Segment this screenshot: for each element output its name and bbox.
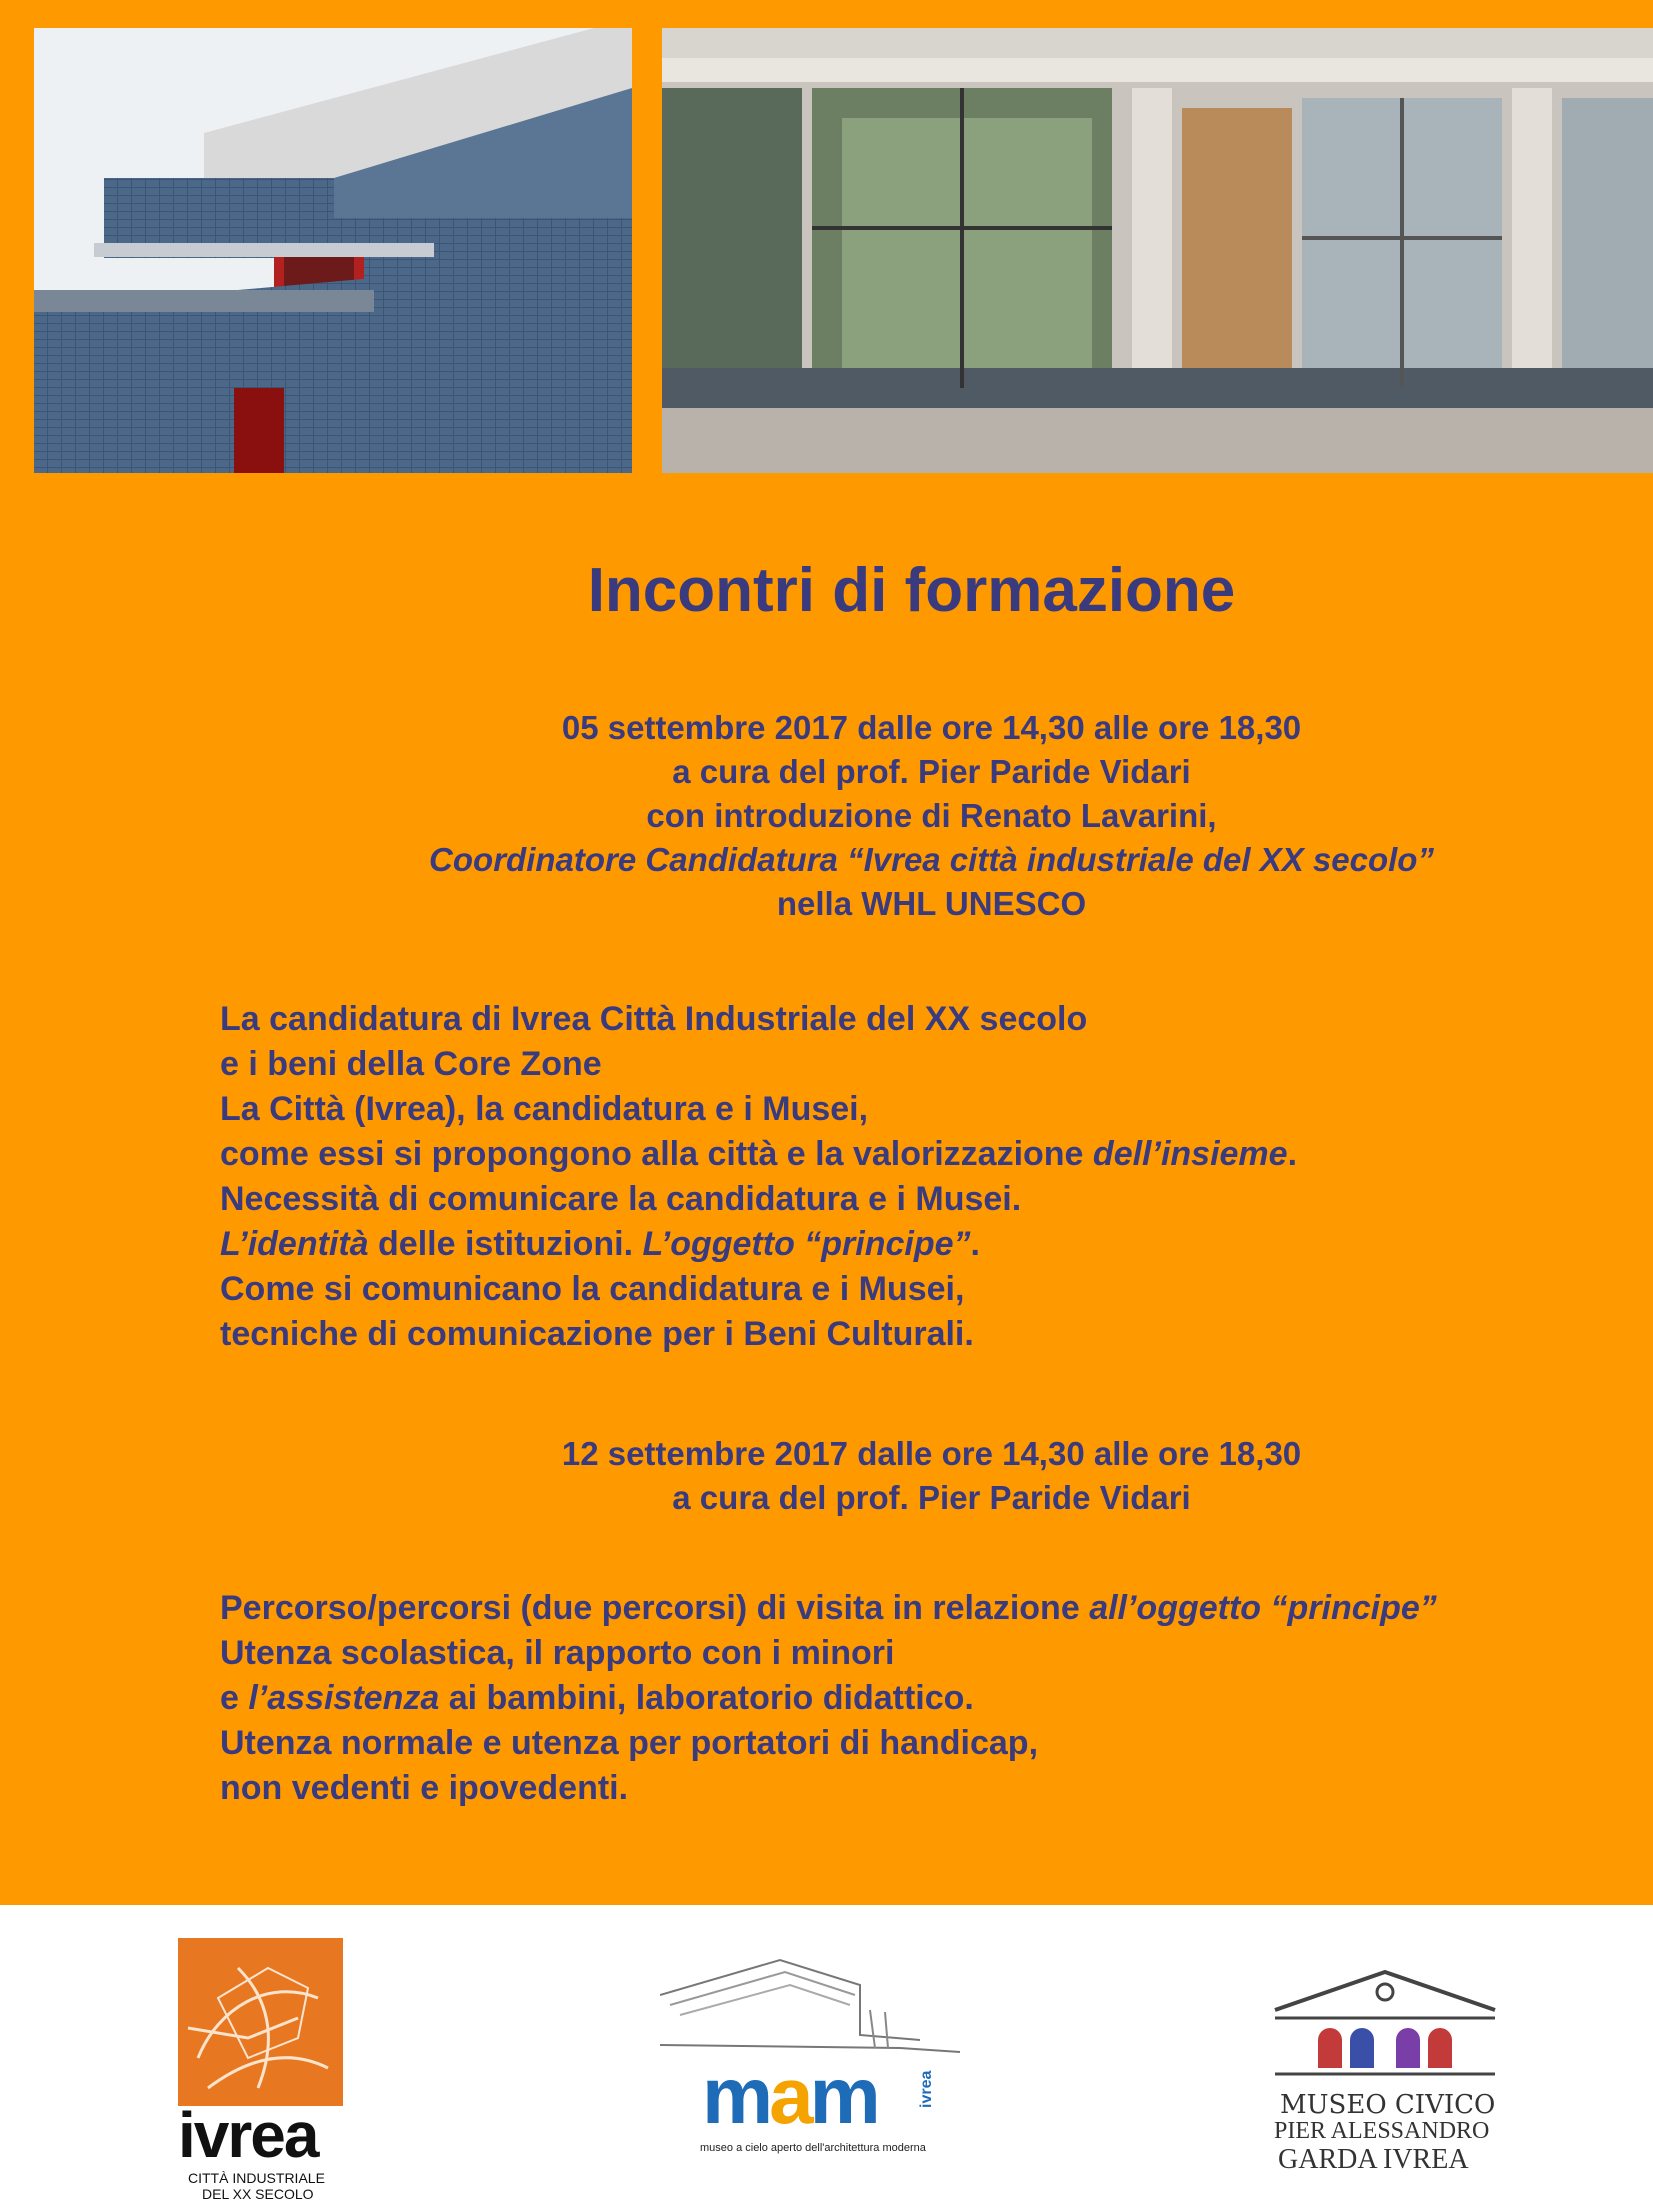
program-1-line-8: tecniche di comunicazione per i Beni Culturali. bbox=[220, 1315, 974, 1353]
session-2 bbox=[0, 1432, 1653, 1520]
page-title: Incontri di formazione bbox=[587, 556, 1236, 625]
building-photo-right bbox=[662, 28, 1653, 473]
museo-civico-logo bbox=[1270, 1970, 1500, 2180]
session-1-whl: nella WHL UNESCO bbox=[776, 885, 1087, 922]
museo-logo-line-1: MUSEO CIVICO bbox=[1280, 2090, 1496, 2120]
ivrea-map-icon bbox=[178, 1938, 343, 2106]
program-1-line-4: come essi si propongono alla città e la valorizzazione dell’insieme. bbox=[220, 1135, 1298, 1173]
mam-logo-tagline: museo a cielo aperto dell'architettura moderna bbox=[700, 2142, 926, 2154]
building-illustration-left bbox=[34, 28, 632, 473]
program-1-line-6: L’identità delle istituzioni. L’oggetto “principe”. bbox=[220, 1225, 980, 1263]
museo-logo-line-2: PIER ALESSANDRO bbox=[1274, 2118, 1490, 2144]
ivrea-logo-name: ivrea bbox=[178, 2099, 318, 2171]
session-1-speaker: a cura del prof. Pier Paride Vidari bbox=[672, 753, 1191, 790]
museo-facade-icon bbox=[1270, 1970, 1500, 2080]
program-2-line-1: Percorso/percorsi (due percorsi) di visita in relazione all’oggetto “principe” bbox=[220, 1589, 1437, 1627]
session-1-intro: con introduzione di Renato Lavarini, bbox=[646, 797, 1217, 834]
ivrea-logo-sub2: DEL XX SECOLO bbox=[202, 2186, 314, 2202]
program-1-line-7: Come si comunicano la candidatura e i Musei, bbox=[220, 1270, 965, 1308]
session-1-role: Coordinatore Candidatura “Ivrea città industriale del XX secolo” bbox=[429, 841, 1434, 878]
mam-logo bbox=[660, 1950, 970, 2165]
program-2-line-4: Utenza normale e utenza per portatori di handicap, bbox=[220, 1724, 1039, 1762]
session-1-date: 05 settembre 2017 dalle ore 14,30 alle ore 18,30 bbox=[561, 709, 1302, 746]
building-photo-left bbox=[34, 28, 632, 473]
session-2-speaker: a cura del prof. Pier Paride Vidari bbox=[672, 1479, 1191, 1516]
session-1 bbox=[0, 706, 1653, 926]
mam-logo-name: mam bbox=[702, 2051, 877, 2140]
mam-logo-side-text: ivrea bbox=[918, 2070, 935, 2108]
program-1-line-2: e i beni della Core Zone bbox=[220, 1045, 602, 1083]
program-2-line-3: e l’assistenza ai bambini, laboratorio didattico. bbox=[220, 1679, 974, 1717]
program-1-line-5: Necessità di comunicare la candidatura e i Musei. bbox=[220, 1180, 1022, 1218]
program-1-line-3: La Città (Ivrea), la candidatura e i Musei, bbox=[220, 1090, 869, 1128]
ivrea-logo bbox=[178, 1938, 363, 2202]
mam-building-icon bbox=[660, 1950, 970, 2065]
museo-logo-line-3: GARDA IVREA bbox=[1278, 2144, 1469, 2175]
building-illustration-right bbox=[662, 28, 1653, 473]
program-2-line-2: Utenza scolastica, il rapporto con i minori bbox=[220, 1634, 895, 1672]
session-1-program bbox=[220, 997, 1600, 1357]
footer-logos bbox=[0, 1905, 1653, 2205]
session-2-program bbox=[220, 1586, 1600, 1811]
program-1-line-1: La candidatura di Ivrea Città Industriale del XX secolo bbox=[220, 1000, 1088, 1038]
session-2-date: 12 settembre 2017 dalle ore 14,30 alle ore 18,30 bbox=[561, 1435, 1302, 1472]
program-2-line-5: non vedenti e ipovedenti. bbox=[220, 1769, 629, 1807]
ivrea-logo-sub1: CITTÀ INDUSTRIALE bbox=[188, 2170, 325, 2186]
